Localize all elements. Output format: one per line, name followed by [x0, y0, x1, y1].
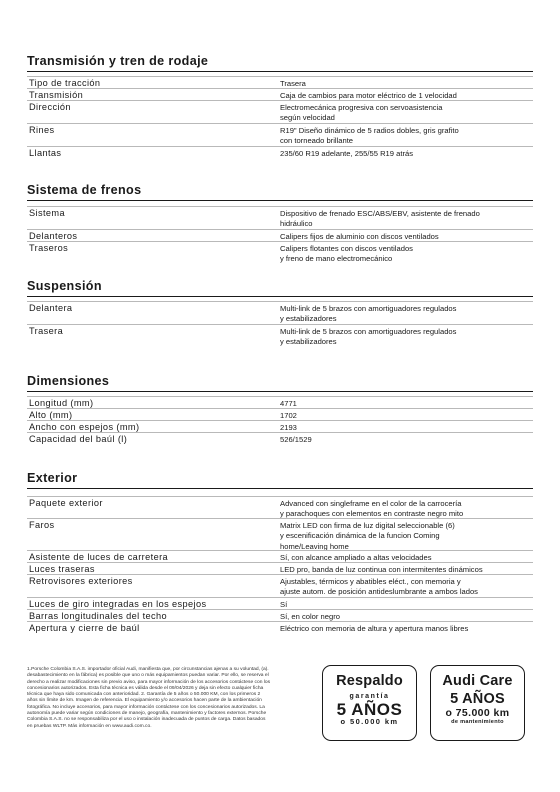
- badge-title: Respaldo: [336, 673, 403, 689]
- spec-label: Faros: [29, 520, 55, 530]
- spec-label: Apertura y cierre de baúl: [29, 623, 140, 633]
- section-title: Exterior: [27, 471, 78, 485]
- section-suspension: [27, 278, 533, 297]
- badge-title: Audi Care: [442, 673, 513, 689]
- spec-row: [27, 88, 533, 100]
- spec-label: Asistente de luces de carretera: [29, 552, 169, 562]
- spec-value: Eléctrico con memoria de altura y apertura manos libres: [280, 623, 469, 633]
- section-dimensiones: [27, 373, 533, 392]
- spec-value: Multi-link de 5 brazos con amortiguadores regulados y estabilizadores: [280, 303, 457, 323]
- spec-label: Transmisión: [29, 90, 84, 100]
- badge-km: o 75.000 km: [445, 707, 510, 719]
- spec-value: Electromecánica progresiva con servoasistencia según velocidad: [280, 102, 443, 122]
- spec-value: Sí, con alcance ampliado a altas velocidades: [280, 552, 432, 562]
- spec-label: Retrovisores exteriores: [29, 576, 133, 586]
- spec-value: 526/1529: [280, 434, 312, 444]
- spec-row: [27, 76, 533, 88]
- section-divider: [27, 296, 533, 297]
- spec-value: Matrix LED con firma de luz digital seleccionable (6) y escenificación dinámica de la funcion Coming home/Leaving home: [280, 520, 455, 551]
- spec-value: Ajustables, térmicos y abatibles eléct., con memoria y ajuste autom. de posición antideslumbrante a ambos lados: [280, 576, 478, 596]
- section-divider: [27, 488, 533, 489]
- spec-value: Sí: [280, 599, 288, 609]
- spec-value: 4771: [280, 398, 297, 408]
- spec-label: Traseros: [29, 243, 69, 253]
- spec-value: Dispositivo de frenado ESC/ABS/EBV, asistente de frenado hidráulico: [280, 208, 480, 228]
- respaldo-warranty-badge: [322, 665, 417, 741]
- spec-value: Multi-link de 5 brazos con amortiguadores regulados y estabilizadores: [280, 326, 457, 346]
- section-title: Transmisión y tren de rodaje: [27, 54, 209, 68]
- spec-label: Barras longitudinales del techo: [29, 611, 168, 621]
- spec-label: Llantas: [29, 148, 62, 158]
- spec-row: [27, 241, 533, 263]
- spec-row: [27, 123, 533, 145]
- badge-years: 5 AÑOS: [450, 691, 505, 707]
- spec-label: Delantera: [29, 303, 73, 313]
- spec-label: Sistema: [29, 208, 65, 218]
- spec-row: [27, 621, 533, 633]
- spec-label: Luces traseras: [29, 564, 95, 574]
- spec-value: R19" Diseño dinámico de 5 radios dobles, gris grafito con torneado brillante: [280, 125, 459, 145]
- badge-km: o 50.000 km: [340, 717, 399, 726]
- badge-subtitle: garantía: [349, 693, 390, 700]
- spec-row: [27, 420, 533, 432]
- spec-row: [27, 496, 533, 518]
- spec-row: [27, 396, 533, 408]
- spec-label: Paquete exterior: [29, 498, 103, 508]
- spec-row: [27, 574, 533, 596]
- spec-label: Dirección: [29, 102, 71, 112]
- spec-value: Caja de cambios para motor eléctrico de 1 velocidad: [280, 90, 457, 100]
- spec-row: [27, 324, 533, 346]
- spec-value: LED pro, banda de luz continua con intermitentes dinámicos: [280, 564, 483, 574]
- section-transmision: [27, 53, 533, 72]
- spec-label: Trasera: [29, 326, 64, 336]
- spec-row: [27, 206, 533, 228]
- spec-row: [27, 229, 533, 241]
- spec-row: [27, 597, 533, 609]
- spec-row: [27, 609, 533, 621]
- spec-row: [27, 562, 533, 574]
- spec-row: [27, 550, 533, 562]
- spec-label: Capacidad del baúl (l): [29, 434, 128, 444]
- spec-label: Tipo de tracción: [29, 78, 101, 88]
- spec-label: Longitud (mm): [29, 398, 94, 408]
- legal-footnote: 1.Porsche Colombia S.A.S. importador oficial Audi, manifiesta que, por circunstancias ajenas a su voluntad, (a). desabastecimiento en la fábrica) es posible que uno o más equipamientos puedan variar. Por ello, se reserva el derecho a realizar modificaciones sin previo aviso, para mayor información de los accesorios contáctese con los concesionarios autorizados. Esta ficha técnica es válida desde el 09/04/2026 y deja sin efecto cualquier ficha técnica que haya sido comunicada con anterioridad. 2. Garantía de 5 años o 50.000 KM, con los primeros 2 años sin límite de km. Imagen de referencia. El equipamiento y/o accesorios hacen parte de la ambientación fotográfica. No incluye accesorios, para mayor información contáctese con los concesionarios autorizados. La autonomía puede variar según condiciones de manejo, geografía, mantenimiento y factores externos. Porsche Colombia S.A.S. no se responsabiliza por el uso o instalación inadecuada de puntos de carga. Datos basados en pruebas WLTP. Más información en www.audi.com.co.: [27, 667, 271, 729]
- spec-row: [27, 100, 533, 122]
- spec-label: Alto (mm): [29, 410, 73, 420]
- spec-row: [27, 518, 533, 551]
- spec-label: Luces de giro integradas en los espejos: [29, 599, 207, 609]
- spec-value: Calipers fijos de aluminio con discos ventilados: [280, 231, 439, 241]
- spec-label: Ancho con espejos (mm): [29, 422, 140, 432]
- section-title: Sistema de frenos: [27, 183, 142, 197]
- spec-value: Calipers flotantes con discos ventilados y freno de mano electromecánico: [280, 243, 413, 263]
- spec-row: [27, 301, 533, 323]
- spec-value: Trasera: [280, 78, 306, 88]
- section-divider: [27, 71, 533, 72]
- audi-care-badge: [430, 665, 525, 741]
- spec-row: [27, 408, 533, 420]
- badge-years: 5 AÑOS: [336, 700, 403, 719]
- spec-label: Delanteros: [29, 231, 78, 241]
- section-divider: [27, 391, 533, 392]
- spec-row: [27, 432, 533, 444]
- section-frenos: [27, 182, 533, 201]
- spec-value: 1702: [280, 410, 297, 420]
- section-title: Dimensiones: [27, 374, 110, 388]
- section-divider: [27, 200, 533, 201]
- spec-row: [27, 146, 533, 158]
- badge-subtitle: de mantenimiento: [451, 719, 504, 725]
- spec-value: Sí, en color negro: [280, 611, 340, 621]
- spec-value: Advanced con singleframe en el color de la carrocería y parachoques con elementos en contraste negro mito: [280, 498, 464, 518]
- section-title: Suspensión: [27, 279, 102, 293]
- spec-value: 235/60 R19 adelante, 255/55 R19 atrás: [280, 148, 413, 158]
- spec-value: 2193: [280, 422, 297, 432]
- spec-label: Rines: [29, 125, 55, 135]
- section-exterior: [27, 470, 533, 489]
